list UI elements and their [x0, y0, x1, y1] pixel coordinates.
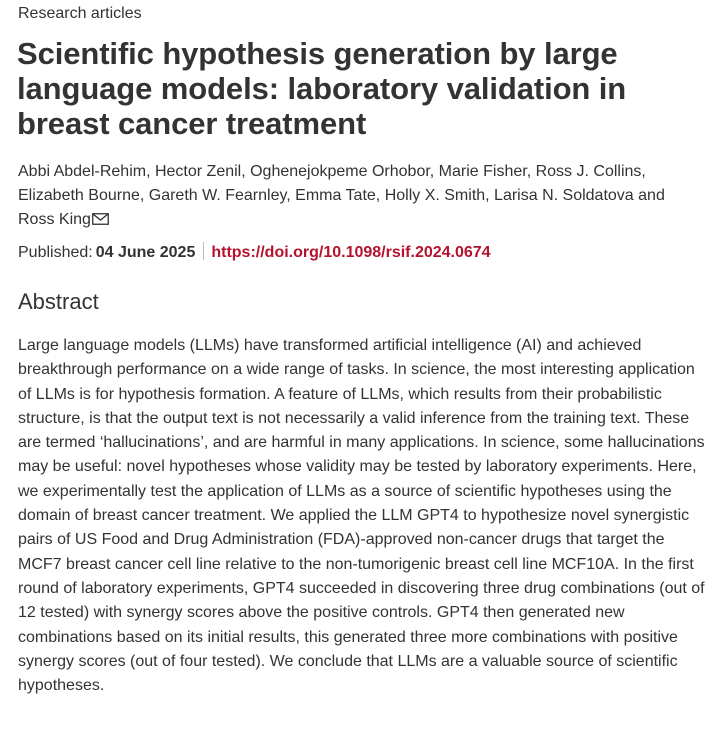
- author-separator: ,: [241, 163, 251, 180]
- author-link[interactable]: Marie Fisher: [438, 163, 527, 180]
- abstract-text: Large language models (LLMs) have transformed artificial intelligence (AI) and achieved breakthrough performance on a wide range of tasks. In science, the most interesting application of LLMs is for hypothesis formation. A feature of LLMs, which results from their probabilistic structure, is that the output text is not necessarily a valid inference from the training text. These are termed ‘hallucinations’, and are harmful in many applications. In science, some hallucinations may be useful: novel hypotheses whose validity may be tested by laboratory experiments. Here, we experimentally test the application of LLMs as a source of scientific hypotheses using the domain of breast cancer treatment. We applied the LLM GPT4 to hypothesize novel synergistic pairs of US Food and Drug Administration (FDA)-approved non-cancer drugs that target the MCF7 breast cancer cell line relative to the non-tumorigenic breast cell line MCF10A. In the first round of laboratory experiments, GPT4 succeeded in discovering three drug combinations (out of 12 tested) with synergy scores above the positive controls. GPT4 then generated new combinations based on its initial results, this generated three more combinations with positive synergy scores (out of four tested). We conclude that LLMs are a valuable source of scientific hypotheses.: [18, 337, 705, 695]
- author-separator: ,: [375, 187, 385, 204]
- author-separator: ,: [429, 163, 439, 180]
- divider: [203, 242, 204, 260]
- author-link[interactable]: Larisa N. Soldatova: [494, 187, 634, 204]
- author-link[interactable]: Oghenejokpeme Orhobor: [250, 163, 430, 180]
- author-link[interactable]: Elizabeth Bourne: [18, 187, 140, 204]
- published-label: Published:: [18, 244, 93, 261]
- doi-link[interactable]: https://doi.org/10.1098/rsif.2024.0674: [211, 244, 491, 261]
- author-link[interactable]: Ross J. Collins: [535, 163, 642, 180]
- section-label[interactable]: Research articles: [18, 5, 142, 22]
- author-conjunction: and: [638, 187, 665, 204]
- publication-info: [18, 242, 491, 264]
- author-separator: ,: [641, 163, 646, 180]
- author-link[interactable]: Abbi Abdel-Rehim: [18, 163, 147, 180]
- abstract-heading: Abstract: [18, 289, 99, 314]
- author-link[interactable]: Holly X. Smith: [384, 187, 486, 204]
- author-link[interactable]: Emma Tate: [295, 187, 376, 204]
- envelope-icon[interactable]: [92, 213, 109, 225]
- author-separator: ,: [526, 163, 536, 180]
- author-link[interactable]: Gareth W. Fearnley: [148, 187, 287, 204]
- author-separator: ,: [146, 163, 155, 180]
- author-separator: ,: [485, 187, 495, 204]
- author-list: [18, 160, 708, 232]
- author-link[interactable]: Hector Zenil: [154, 163, 242, 180]
- article-title: Scientific hypothesis generation by large language models: laboratory validation in breast cancer treatment: [17, 36, 627, 141]
- author-link-corresponding[interactable]: Ross King: [18, 211, 91, 228]
- author-separator: ,: [139, 187, 149, 204]
- author-separator: ,: [286, 187, 296, 204]
- published-date: 04 June 2025: [95, 244, 196, 261]
